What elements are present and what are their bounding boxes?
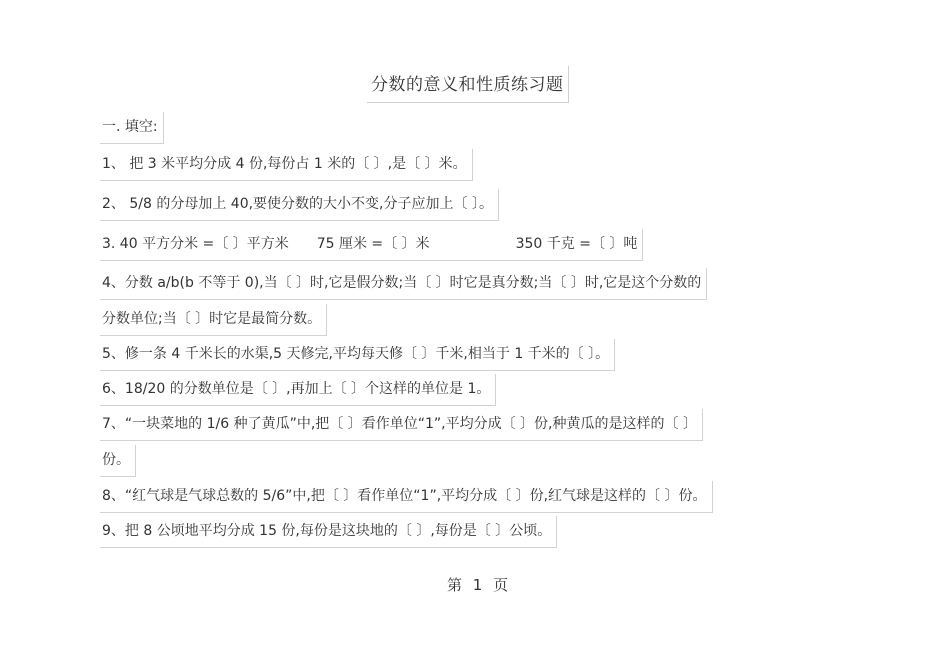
section-heading: 一. 填空:: [100, 112, 164, 144]
question-9: 9、把 8 公顷地平均分成 15 份,每份是这块地的〔 〕,每份是〔 〕公顷。: [100, 516, 557, 548]
question-7-line-2: 份。: [100, 445, 136, 477]
question-3: [100, 229, 643, 261]
question-8: 8、“红气球是气球总数的 5/6”中,把〔 〕看作单位“1”,平均分成〔 〕份,红气球是这样的〔 〕份。: [100, 481, 713, 513]
question-4-line-2: 分数单位;当〔 〕时它是最简分数。: [100, 304, 327, 336]
question-6: 6、18/20 的分数单位是〔 〕,再加上〔 〕个这样的单位是 1。: [100, 374, 496, 406]
question-2: 2、 5/8 的分母加上 40,要使分数的大小不变,分子应加上〔 〕。: [100, 189, 499, 221]
question-4-line-1: 4、分数 a/b(b 不等于 0),当〔 〕时,它是假分数;当〔 〕时它是真分数;当〔 〕时,它是这个分数的: [100, 268, 707, 300]
question-3-part-a: 3. 40 平方分米 =〔 〕平方米: [102, 236, 289, 252]
question-3-part-b: 75 厘米 =〔 〕米: [316, 236, 430, 252]
question-3-part-c: 350 千克 =〔 〕吨: [515, 236, 638, 252]
page-number: 第 1 页: [447, 576, 509, 594]
page-title: 分数的意义和性质练习题: [367, 66, 569, 103]
question-7-line-1: 7、“一块菜地的 1/6 种了黄瓜”中,把〔 〕看作单位“1”,平均分成〔 〕份,种黄瓜的是这样的〔 〕: [100, 409, 703, 441]
question-5: 5、修一条 4 千米长的水渠,5 天修完,平均每天修〔 〕千米,相当于 1 千米的〔 〕。: [100, 339, 615, 371]
question-1: 1、 把 3 米平均分成 4 份,每份占 1 米的〔 〕,是〔 〕米。: [100, 149, 473, 181]
